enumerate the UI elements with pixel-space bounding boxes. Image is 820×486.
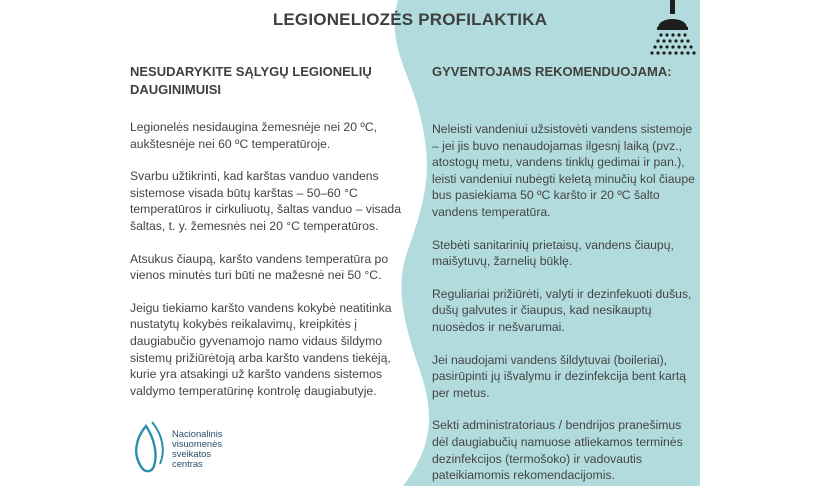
- left-paragraph-2: Svarbu užtikrinti, kad karštas vanduo vandens sistemose visada būtų karštas – 50–60 °C temperatūros ir cirkuliuotų, šaltas vanduo – visada šaltas, t. y. žemesnės nei 20 °C temperatūros.: [130, 169, 401, 233]
- right-heading: GYVENTOJAMS REKOMENDUOJAMA:: [432, 64, 672, 79]
- right-paragraph-1: Neleisti vandeniui užsistovėti vandens sistemoje – jei jis buvo nenaudojamas ilgesnį laiką (pvz., atostogų metu, vandens tinklų gedimai ir pan.), leisti vandeniui nubėgti keletą minučių kol čiaupe bus pasiekiama 50 ºC karšto ir 20 ºC šalto vandens temperatūra.: [432, 122, 695, 219]
- shower-head-icon: [648, 0, 698, 60]
- logo-text: [172, 429, 223, 469]
- right-column: [432, 63, 700, 486]
- left-heading: NESUDARYKITE SĄLYGŲ LEGIONELIŲ DAUGINIMUISI: [130, 64, 372, 97]
- logo-line-3: sveikatos: [172, 448, 212, 459]
- left-paragraph-1: Legionelės nesidaugina žemesnėje nei 20 ºC, aukštesnėje nei 60 ºC temperatūroje.: [130, 120, 378, 151]
- right-paragraph-3: Reguliariai prižiūrėti, valyti ir dezinfekuoti dušus, dušų galvutes ir čiaupus, kad nesikauptų nuosėdos ir nešvarumai.: [432, 286, 692, 334]
- right-paragraph-5: Sekti administratoriaus / bendrijos pranešimus dėl daugiabučių namuose atliekamos terminės dezinfekcijos (termošoko) ir vadovautis pateikiamomis rekomendacijomis.: [432, 418, 683, 483]
- logo-line-1: Nacionalinis: [172, 428, 223, 439]
- left-column: [130, 63, 402, 415]
- page-title: LEGIONELIOZĖS PROFILAKTIKA: [272, 10, 548, 29]
- nvsc-logo-icon: [128, 420, 168, 476]
- left-paragraph-3: Atsukus čiaupą, karšto vandens temperatūra po vienos minutės turi būti ne mažesnė nei 50 °C.: [130, 251, 389, 283]
- poster: [120, 0, 700, 486]
- logo-line-4: centras: [172, 458, 203, 469]
- right-paragraph-4: Jei naudojami vandens šildytuvai (boileriai), pasirūpinti jų išvalymu ir dezinfekcija bent kartą per metus.: [432, 352, 687, 400]
- nvsc-logo: [128, 420, 288, 476]
- right-paragraph-2: Stebėti sanitarinių prietaisų, vandens čiaupų, maišytuvų, žarnelių būklę.: [432, 237, 674, 269]
- logo-line-2: visuomenės: [172, 438, 223, 449]
- left-paragraph-4: Jeigu tiekiamo karšto vandens kokybė neatitinka nustatytų kokybės reikalavimų, kreipkitės į daugiabučio gyvenamojo namo vidaus šildymo sistemų prižiūrėtoją arba karšto vandens tiekėją, kurie yra atsakingi už karšto vandens sistemos valdymo temperatūrinę kontrolę daugiabutyje.: [130, 300, 392, 398]
